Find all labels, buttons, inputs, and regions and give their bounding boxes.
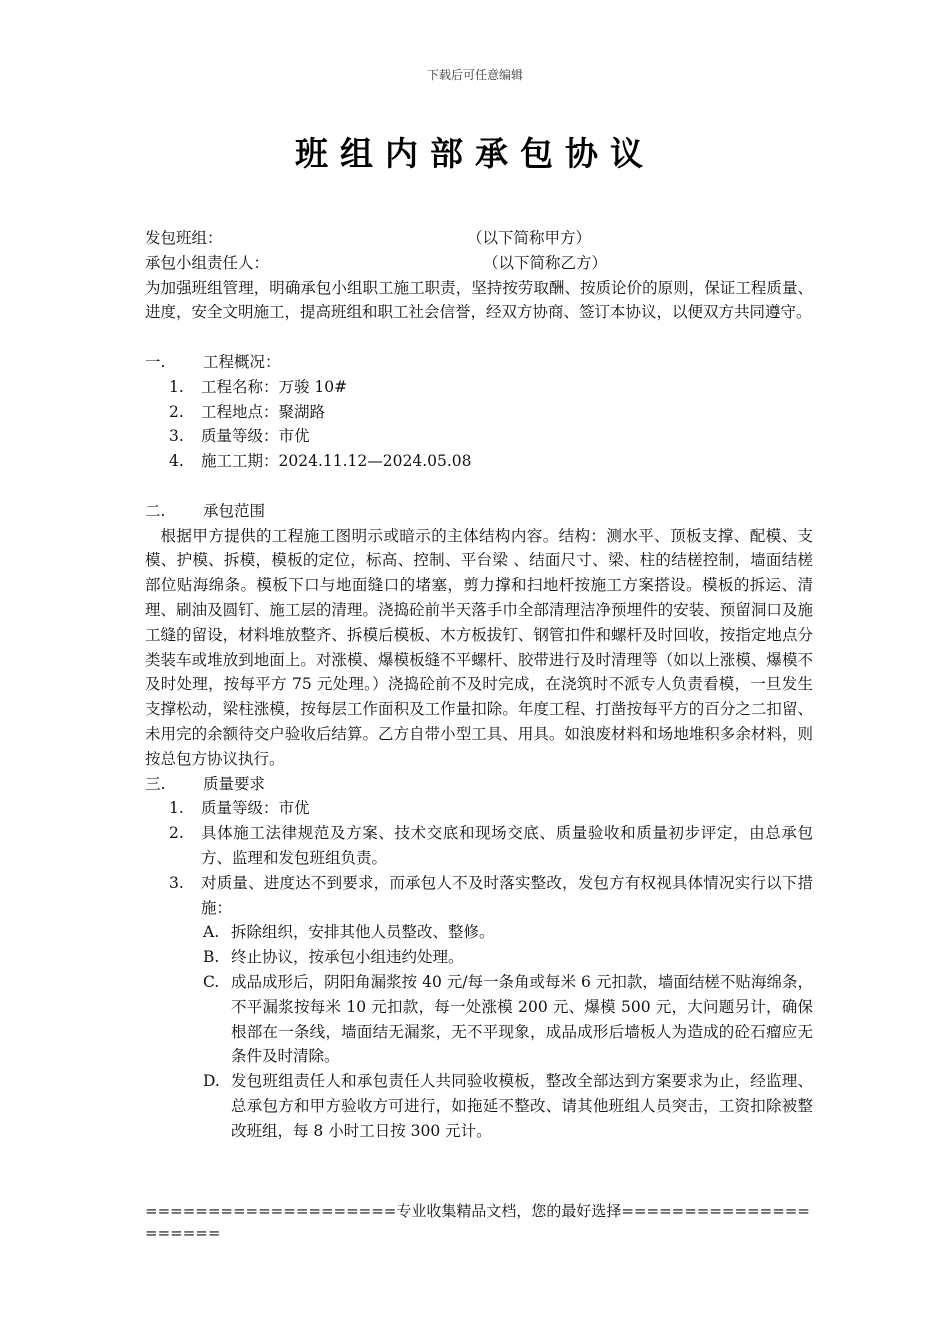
section-1-title: 工程概况：: [203, 352, 281, 371]
measure-item: B. 终止协议，按承包小组违约处理。: [203, 948, 464, 967]
measure-item: C. 成品成形后，阴阳角漏浆按 40 元/每一条角或每米 6 元扣款，墙面结槎不贴海绵条，不平漏浆按每米 10 元扣款，每一处涨模 200 元、爆模 500 元，大问题另计，确保根部在一条线，墙面结无漏浆，无不平现象，成品成形后墙板人为造成的砼石瘤应无条件及时清除。: [203, 972, 813, 1066]
list-item: 2. 工程地点：聚湖路: [169, 402, 326, 421]
footer-banner: ====================专业收集精品文档，您的最好选择=====================: [145, 1202, 810, 1242]
list-item: 1. 工程名称：万骏 10#: [169, 377, 348, 396]
measure-item: D. 发包班组责任人和承包责任人共同验收模板，整改全部达到方案要求为止，经监理、总承包方和甲方验收方可进行，如拖延不整改、请其他班组人员突击，工资扣除被整改班组，每 8 小时工日按 300 元计。: [203, 1072, 813, 1140]
section-1-number: 一.: [145, 352, 166, 371]
leader-alias: （以下简称乙方）: [483, 253, 608, 272]
scope-paragraph: 根据甲方提供的工程施工图明示或暗示的主体结构内容。结构：测水平、顶板支撑、配模、支模、护模、拆模，模板的定位，标高、控制、平台梁 、结面尺寸、梁、柱的结槎控制，墙面结槎部位贴海绵条。模板下口与地面缝口的堵塞，剪力撑和扫地杆按施工方案搭设。模板的拆运、清理、刷油及圆钉、施工层的清理。浇捣砼前半天落手巾全部清理洁净预埋件的安装、预留洞口及施工缝的留设，材料堆放整齐、拆模后模板、木方板拔钉、钢管扣件和螺杆及时回收，按指定地点分类装车或堆放到地面上。对涨模、爆模板缝不平螺杆、胶带进行及时清理等（如以上涨模、爆模不及时处理，按每平方 75 元处理。）浇捣砼前不及时完成，在浇筑时不派专人负责看模，一旦发生支撑松动，梁柱涨模，按每层工作面积及工作量扣除。年度工程、打凿按每平方的百分之二扣留、未用完的余额待交户验收后结算。乙方自带小型工具、用具。如浪废材料和场地堆积多余材料，则按总包方协议执行。: [145, 526, 813, 768]
document-title: 班组内部承包协议: [295, 134, 655, 173]
section-2-heading: [145, 499, 813, 524]
list-item: 1. 质量等级：市优: [169, 799, 310, 818]
document-body: [145, 226, 813, 1143]
leader-label: 承包小组责任人：: [145, 253, 270, 272]
contractor-line: [145, 226, 813, 251]
list-item: 2. 具体施工法律规范及方案、技术交底和现场交底、质量验收和质量初步评定，由总承包方、监理和发包班组负责。: [169, 824, 813, 867]
section-1-heading: [145, 350, 813, 375]
section-3-title: 质量要求: [203, 774, 266, 793]
contractor-label: 发包班组：: [145, 229, 223, 247]
list-item: 4. 施工工期：2024.11.12—2024.05.08: [169, 452, 472, 471]
list-item: 3. 质量等级：市优: [169, 427, 310, 446]
intro-paragraph: 为加强班组管理，明确承包小组职工施工职责，坚持按劳取酬、按质论价的原则，保证工程质量、进度，安全文明施工，提高班组和职工社会信誉，经双方协商、签订本协议，以便双方共同遵守。: [145, 278, 813, 322]
list-item: 3. 对质量、进度达不到要求，而承包人不及时落实整改，发包方有权视具体情况实行以下措施：: [169, 873, 813, 917]
section-3-heading: [145, 772, 813, 797]
section-2-title: 承包范围: [203, 501, 266, 520]
leader-line: [145, 251, 813, 276]
header-note: 下载后可任意编辑: [426, 68, 523, 82]
section-2-number: 二.: [145, 501, 166, 520]
measure-item: A. 拆除组织，安排其他人员整改、整修。: [203, 923, 495, 942]
contractor-alias: （以下简称甲方）: [467, 229, 592, 247]
section-3-number: 三.: [145, 774, 166, 793]
